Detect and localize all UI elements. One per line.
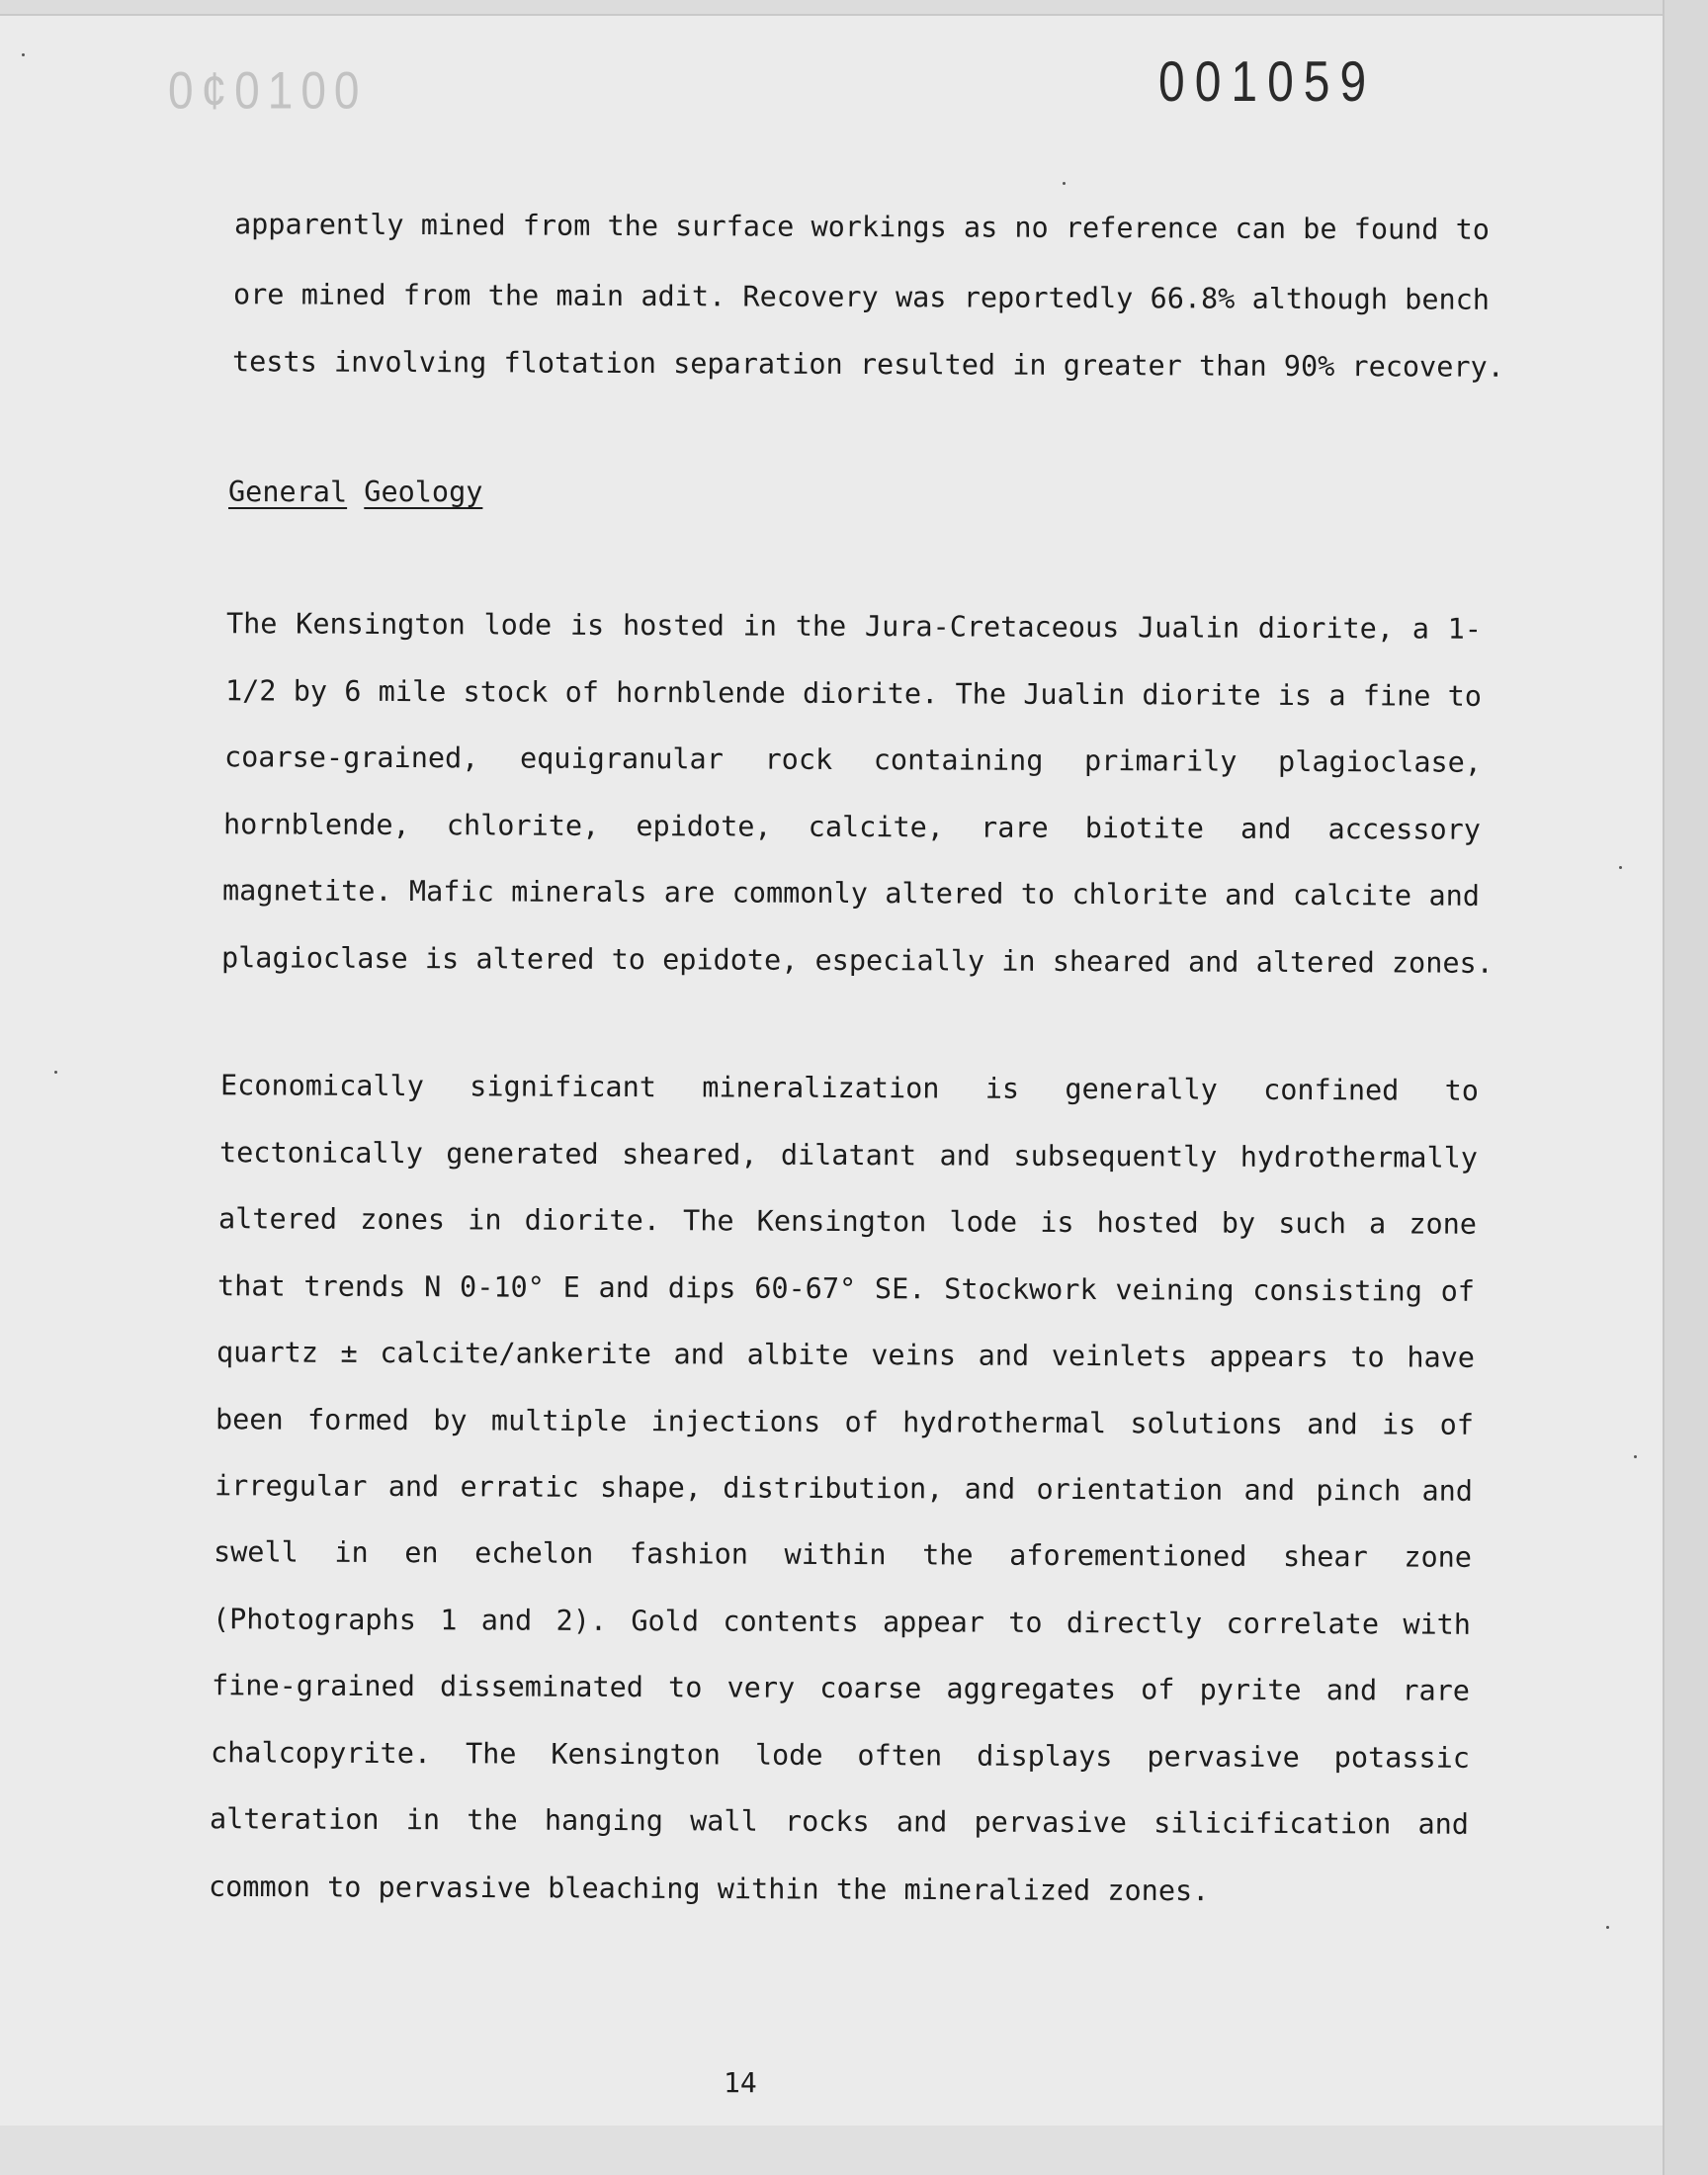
paragraph2-line-7: irregular and erratic shape, distribution, and orientation and pinch and <box>214 1469 1474 1508</box>
heading-word-geology: Geology <box>364 476 483 508</box>
scan-speck <box>1634 1455 1637 1458</box>
paragraph2-line-3: altered zones in diorite. The Kensington lode is hosted by such a zone <box>217 1202 1478 1241</box>
paragraph2-line-12: alteration in the hanging wall rocks and pervasive silicification and <box>209 1802 1470 1841</box>
paragraph2-line-9: (Photographs 1 and 2). Gold contents appear to directly correlate with <box>212 1603 1472 1641</box>
intro-line-3: tests involving flotation separation resulted in greater than 90% recovery. <box>231 345 1504 384</box>
paragraph2-line-11: chalcopyrite. The Kensington lode often displays pervasive potassic <box>210 1736 1471 1775</box>
paragraph2-line-2: tectonically generated sheared, dilatant and subsequently hydrothermally <box>218 1136 1479 1174</box>
faded-bates-stamp: 0¢0100 <box>168 60 368 120</box>
scan-right-edge <box>1663 0 1708 2175</box>
paragraph1-line-5: magnetite. Mafic minerals are commonly altered to chlorite and calcite and <box>221 874 1481 913</box>
paragraph1-line-4: hornblende, chlorite, epidote, calcite, rare biotite and accessory <box>222 808 1482 846</box>
paragraph1-line-2: 1/2 by 6 mile stock of hornblende diorite. The Jualin diorite is a fine to <box>224 674 1483 713</box>
scan-speck <box>54 1071 57 1074</box>
paragraph2-line-4: that trends N 0-10° E and dips 60-67° SE. Stockwork veining consisting of <box>216 1269 1476 1308</box>
scan-speck <box>22 53 25 56</box>
paragraph2-line-1: Economically significant mineralization is generally confined to <box>219 1069 1480 1107</box>
intro-line-1: apparently mined from the surface workings as no reference can be found to <box>233 208 1491 246</box>
paragraph1-line-3: coarse-grained, equigranular rock containing primarily plagioclase, <box>223 740 1483 779</box>
scan-bottom-edge <box>0 2126 1663 2175</box>
section-heading <box>228 478 482 507</box>
scan-speck <box>1063 182 1066 185</box>
page-number: 14 <box>724 2066 757 2099</box>
paragraph2-line-6: been formed by multiple injections of hydrothermal solutions and is of <box>214 1403 1475 1441</box>
scan-speck <box>1606 1926 1609 1929</box>
paragraph2-line-10: fine-grained disseminated to very coarse aggregates of pyrite and rare <box>211 1669 1471 1707</box>
bates-stamp: 001059 <box>1158 50 1377 115</box>
paragraph2-line-13: common to pervasive bleaching within the mineralized zones. <box>208 1870 1210 1908</box>
paragraph2-line-5: quartz ± calcite/ankerite and albite veins and veinlets appears to have <box>215 1336 1476 1374</box>
scan-speck <box>1619 866 1622 869</box>
paragraph2-line-8: swell in en echelon fashion within the aforementioned shear zone <box>213 1535 1473 1574</box>
paragraph1-line-6: plagioclase is altered to epidote, especially in sheared and altered zones. <box>220 941 1494 980</box>
scan-top-edge <box>0 0 1663 16</box>
intro-line-2: ore mined from the main adit. Recovery was reportedly 66.8% although bench <box>232 278 1491 316</box>
heading-word-general: General <box>228 476 348 508</box>
paragraph1-line-1: The Kensington lode is hosted in the Jura-Cretaceous Jualin diorite, a 1- <box>225 607 1483 646</box>
